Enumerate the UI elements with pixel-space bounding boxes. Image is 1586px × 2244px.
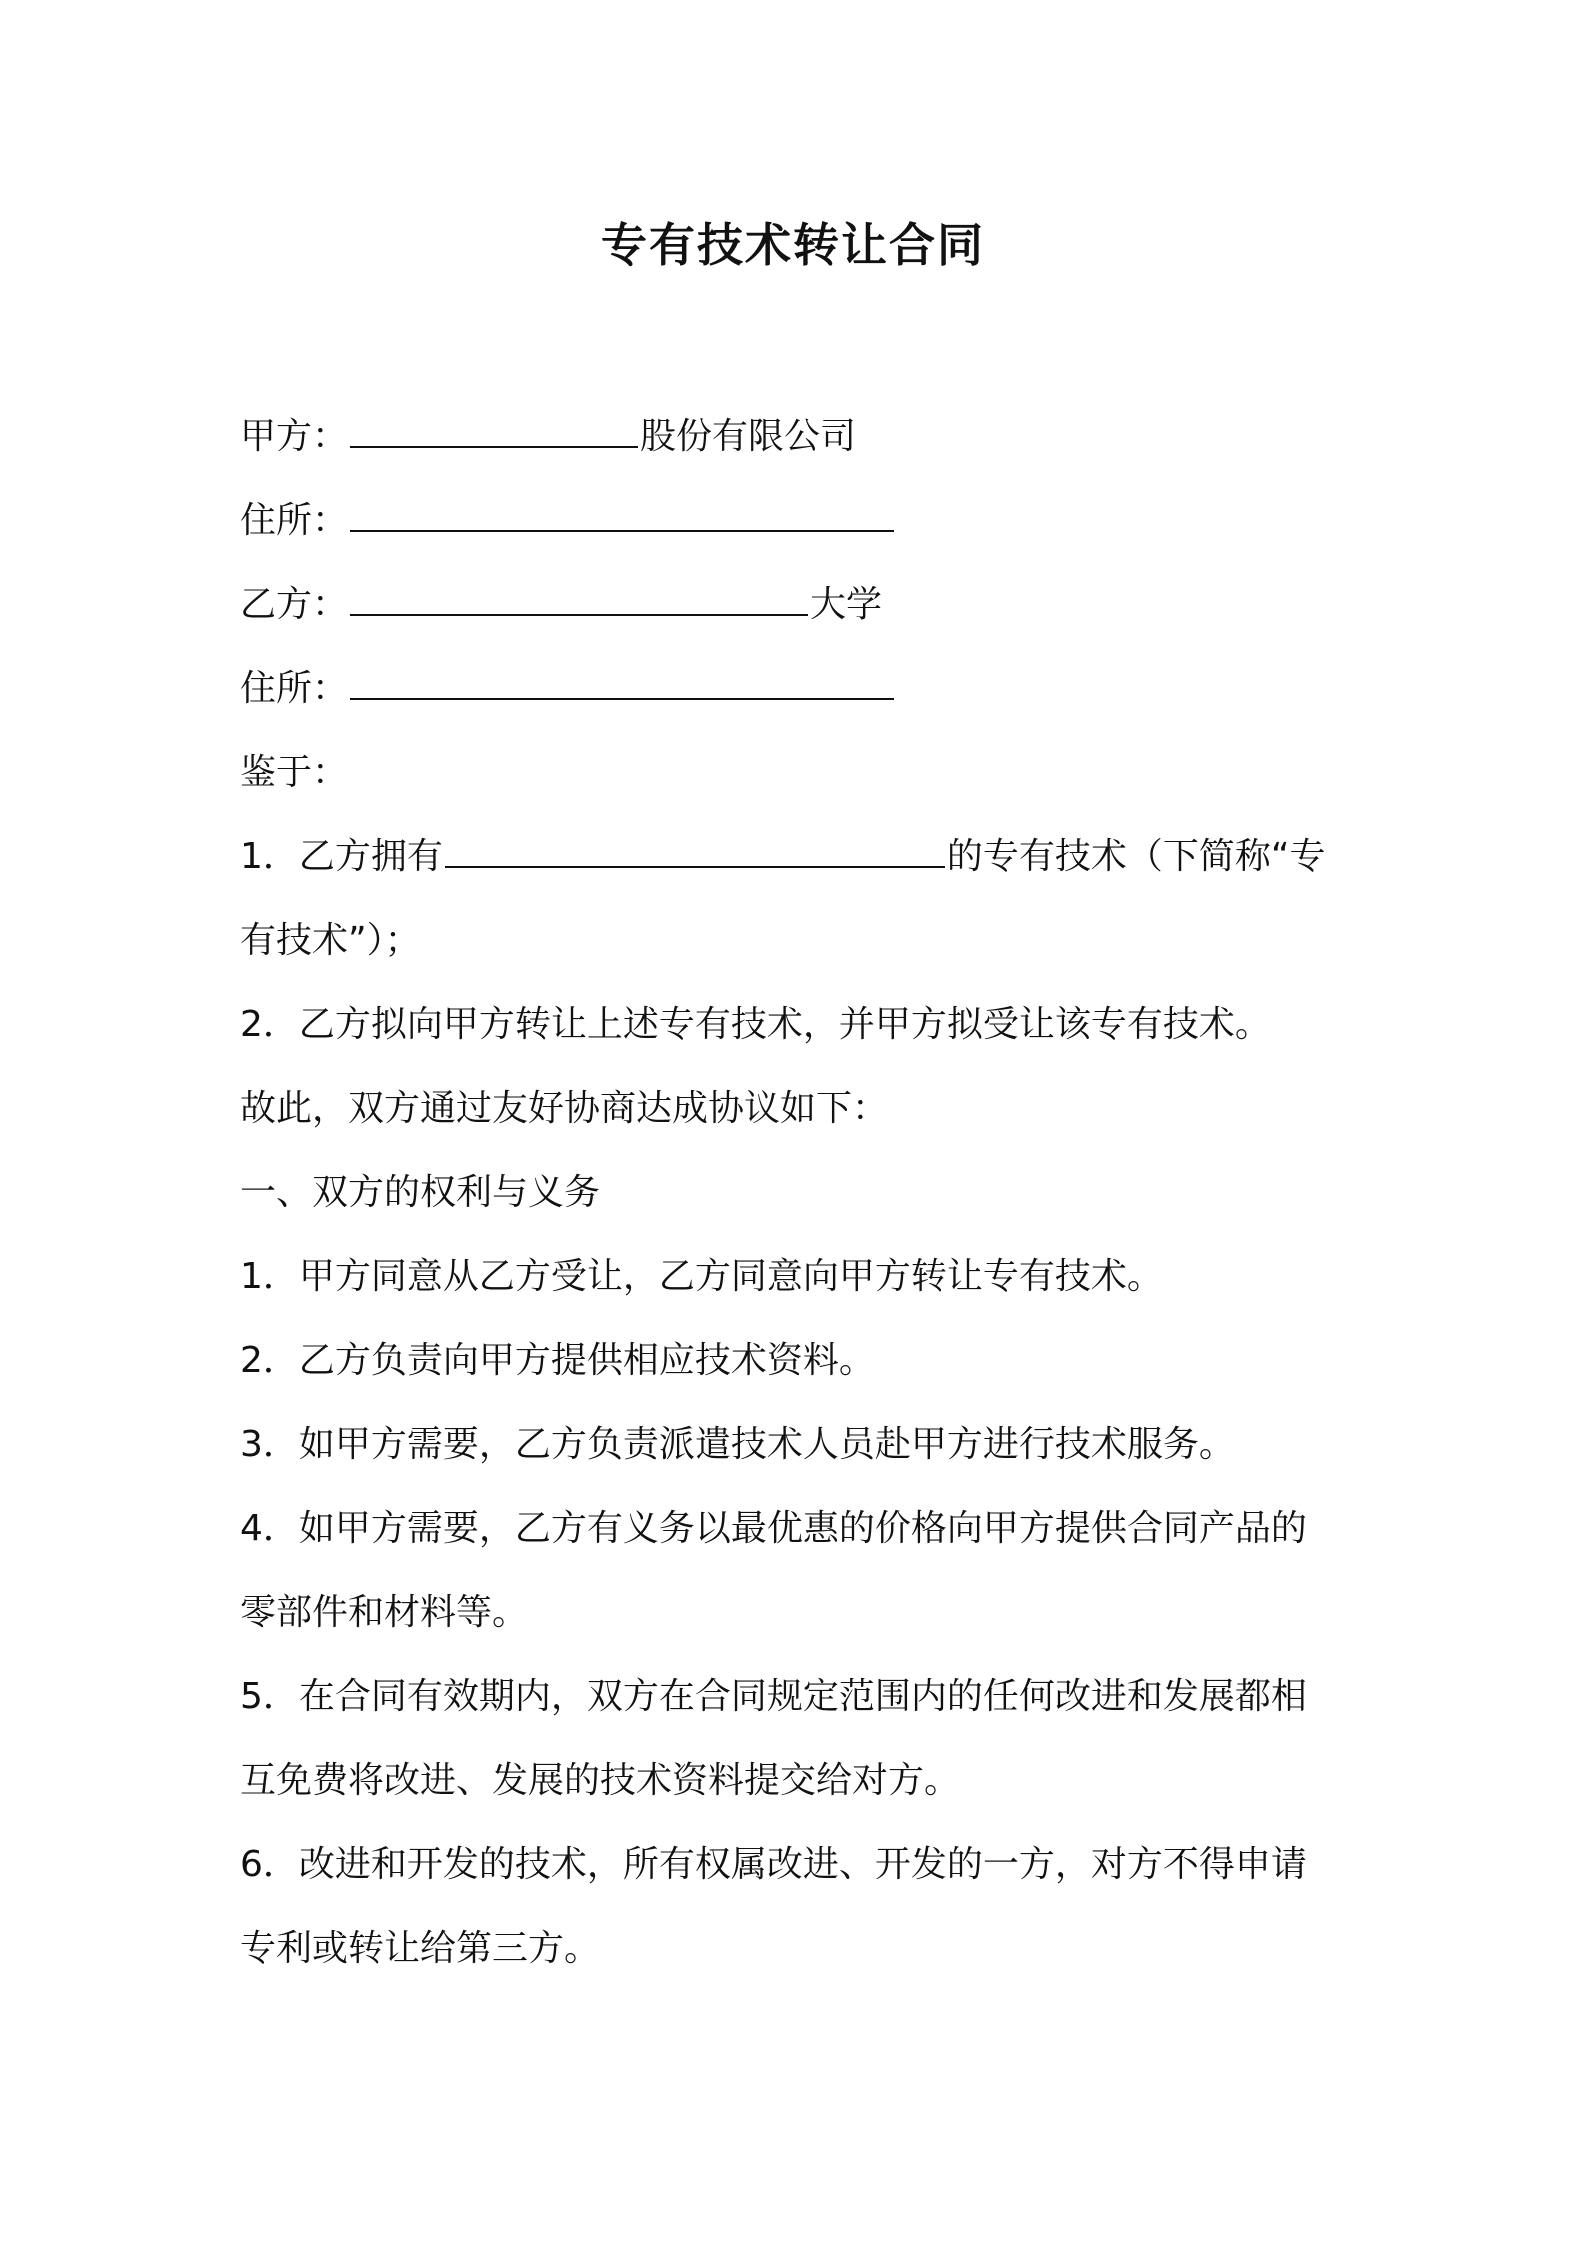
address-a-label: 住所： — [240, 500, 349, 541]
section-1-heading: 一、双方的权利与义务 — [240, 1172, 601, 1213]
address-a-line — [240, 479, 1360, 563]
therefore-line: 故此，双方通过友好协商达成协议如下： — [240, 1088, 889, 1129]
address-a-blank — [350, 498, 894, 532]
clause-2: 2．乙方负责向甲方提供相应技术资料。 — [240, 1340, 875, 1381]
whereas-1-suffix: 的专有技术（下简称“专 — [946, 836, 1326, 877]
clause-5-line-2: 互免费将改进、发展的技术资料提交给对方。 — [240, 1760, 961, 1801]
whereas-2-line: 2．乙方拟向甲方转让上述专有技术，并甲方拟受让该专有技术。 — [240, 1004, 1271, 1045]
clause-6-line-1: 6．改进和开发的技术，所有权属改进、开发的一方，对方不得申请 — [240, 1844, 1307, 1885]
party-a-blank — [350, 414, 638, 448]
party-b-line — [240, 563, 1360, 647]
clause-5-line-1: 5．在合同有效期内，双方在合同规定范围内的任何改进和发展都相 — [240, 1676, 1307, 1717]
clause-1: 1．甲方同意从乙方受让，乙方同意向甲方转让专有技术。 — [240, 1256, 1163, 1297]
clause-4-line-2: 零部件和材料等。 — [240, 1592, 529, 1633]
address-b-blank — [350, 666, 894, 700]
address-b-label: 住所： — [240, 668, 349, 709]
whereas-1-continued: 有技术”）； — [240, 920, 421, 961]
party-b-label: 乙方： — [240, 584, 349, 625]
whereas-1-line — [240, 815, 1360, 899]
clause-3: 3．如甲方需要，乙方负责派遣技术人员赴甲方进行技术服务。 — [240, 1424, 1235, 1465]
clause-6-line-2: 专利或转让给第三方。 — [240, 1928, 601, 1969]
party-a-label: 甲方： — [240, 416, 349, 457]
document-title: 专有技术转让合同 — [601, 218, 985, 272]
technology-name-blank — [445, 834, 945, 868]
party-a-suffix: 股份有限公司 — [640, 416, 857, 457]
party-b-blank — [350, 582, 808, 616]
clause-4-line-1: 4．如甲方需要，乙方有义务以最优惠的价格向甲方提供合同产品的 — [240, 1508, 1307, 1549]
whereas-1-prefix: 1．乙方拥有 — [240, 836, 443, 877]
address-b-line — [240, 647, 1360, 731]
document-body — [240, 395, 1360, 1991]
whereas-heading: 鉴于： — [240, 752, 349, 793]
party-a-line — [240, 395, 1360, 479]
party-b-suffix: 大学 — [810, 584, 883, 625]
